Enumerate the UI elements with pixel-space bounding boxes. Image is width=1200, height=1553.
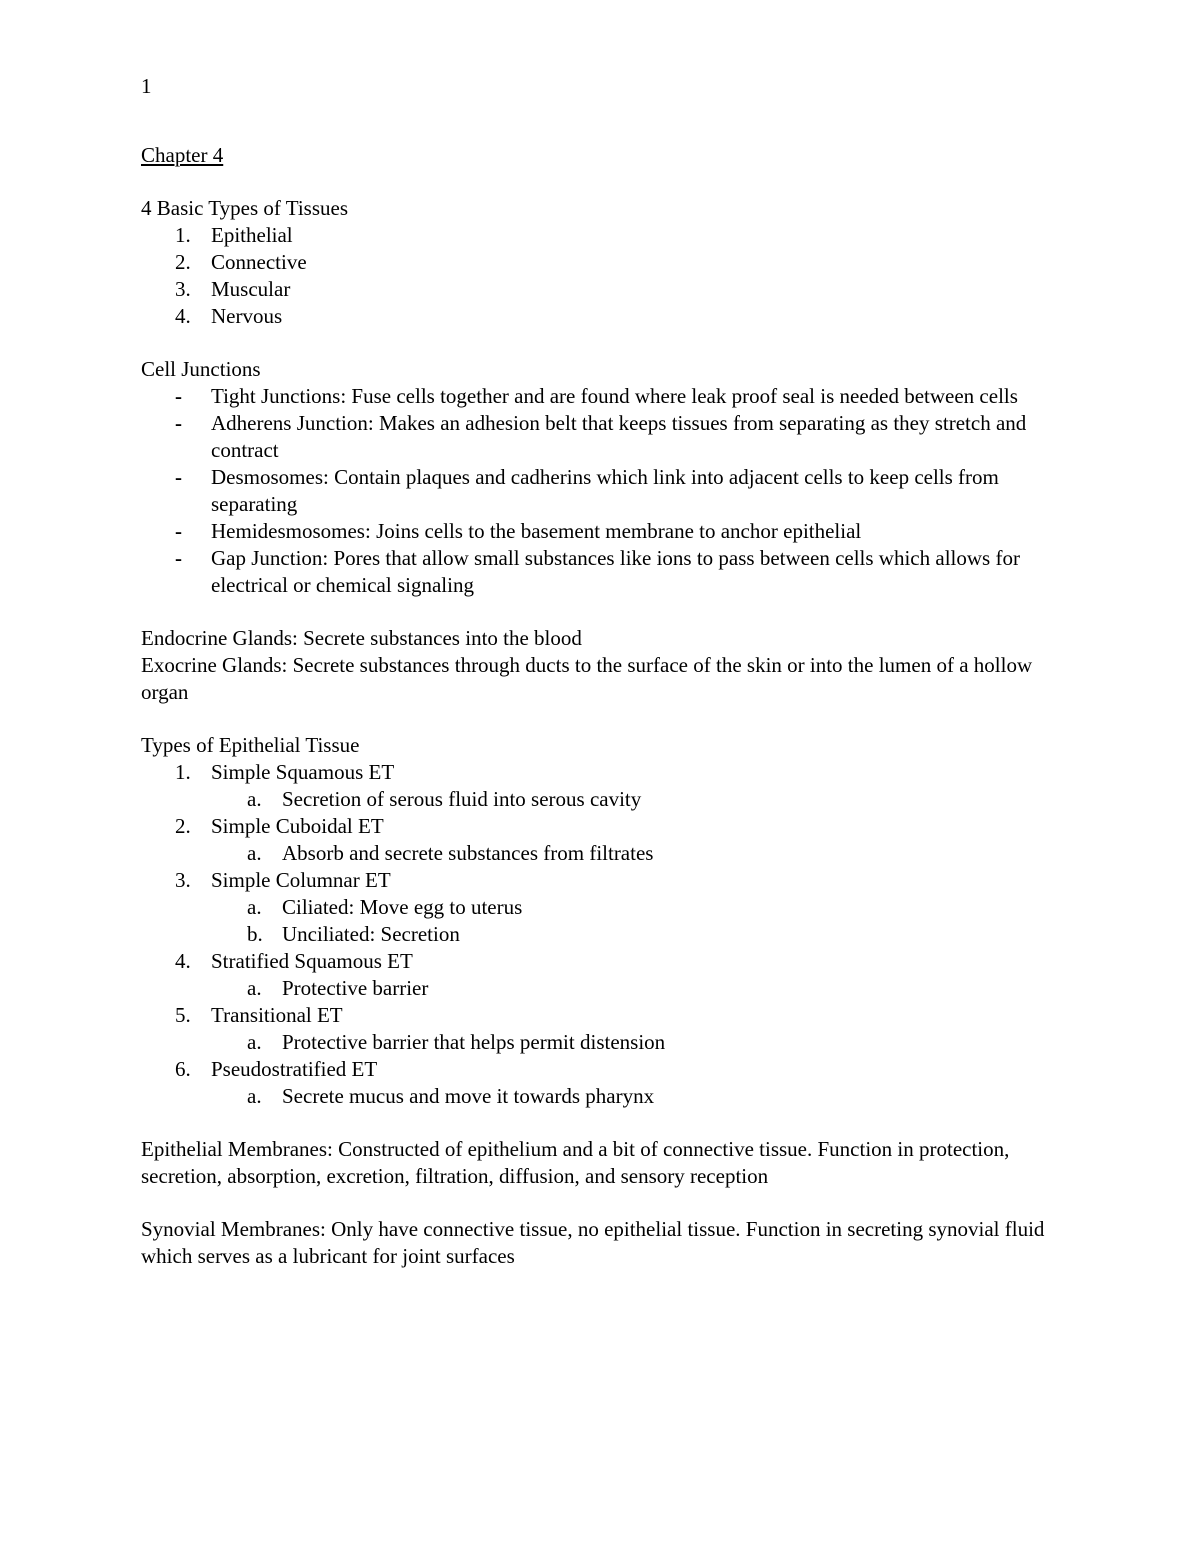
sub-list-letter: b.: [247, 922, 263, 946]
list-number: 2.: [175, 250, 191, 274]
sub-list-item: [141, 1029, 1071, 1056]
list-number: 1.: [175, 223, 191, 247]
cell-junctions-section: [141, 356, 1071, 599]
page-number: 1: [141, 74, 152, 98]
list-item-text: Hemidesmosomes: Joins cells to the basement membrane to anchor epithelial: [211, 519, 862, 543]
list-number: 4.: [175, 949, 191, 973]
list-item-text: Pseudostratified ET: [211, 1057, 378, 1081]
dash-bullet: -: [175, 384, 182, 408]
list-number: 2.: [175, 814, 191, 838]
sub-list-letter: a.: [247, 841, 262, 865]
list-item: [141, 518, 1071, 545]
list-item-text: Simple Cuboidal ET: [211, 814, 384, 838]
list-item: [141, 867, 1071, 894]
sub-list-item: [141, 921, 1071, 948]
spacer: [141, 1110, 1071, 1136]
sub-list-item: [141, 1083, 1071, 1110]
spacer: [141, 330, 1071, 356]
list-item-text: Desmosomes: Contain plaques and cadherins which link into adjacent cells to keep cells from separating: [211, 465, 999, 516]
sub-list-item: [141, 894, 1071, 921]
list-item-text: Simple Squamous ET: [211, 760, 395, 784]
endocrine-glands-text: Endocrine Glands: Secrete substances into the blood: [141, 626, 582, 650]
sub-list-item-text: Absorb and secrete substances from filtrates: [282, 841, 654, 865]
list-item: [141, 1056, 1071, 1083]
sub-list-item-text: Protective barrier: [282, 976, 429, 1000]
list-item-text: Transitional ET: [211, 1003, 343, 1027]
list-item: [141, 222, 1071, 249]
list-item: [141, 948, 1071, 975]
list-item-text: Tight Junctions: Fuse cells together and are found where leak proof seal is needed between cells: [211, 384, 1018, 408]
sub-list-item-text: Unciliated: Secretion: [282, 922, 460, 946]
dash-bullet: -: [175, 519, 182, 543]
basic-types-section: [141, 195, 1071, 330]
list-item-text: Simple Columnar ET: [211, 868, 391, 892]
spacer: [141, 169, 1071, 195]
sub-list-item-text: Ciliated: Move egg to uterus: [282, 895, 523, 919]
sub-list-letter: a.: [247, 1084, 262, 1108]
sub-list-letter: a.: [247, 976, 262, 1000]
sub-list-item: [141, 975, 1071, 1002]
cell-junctions-heading: Cell Junctions: [141, 357, 261, 381]
sub-list-item-text: Secretion of serous fluid into serous cavity: [282, 787, 642, 811]
epithelial-types-heading: Types of Epithelial Tissue: [141, 733, 360, 757]
list-item: [141, 813, 1071, 840]
list-item: [141, 464, 1071, 518]
list-number: 1.: [175, 760, 191, 784]
basic-types-heading: 4 Basic Types of Tissues: [141, 196, 349, 220]
dash-bullet: -: [175, 465, 182, 489]
sub-list-item-text: Protective barrier that helps permit distension: [282, 1030, 666, 1054]
list-item-text: Gap Junction: Pores that allow small substances like ions to pass between cells which allows for electrical or chemical signaling: [211, 546, 1020, 597]
dash-bullet: -: [175, 546, 182, 570]
epithelial-types-section: [141, 732, 1071, 1110]
list-number: 5.: [175, 1003, 191, 1027]
list-item-text: Connective: [211, 250, 307, 274]
sub-list-letter: a.: [247, 787, 262, 811]
list-number: 4.: [175, 304, 191, 328]
sub-list-item: [141, 840, 1071, 867]
exocrine-glands-text: Exocrine Glands: Secrete substances through ducts to the surface of the skin or into the lumen of a hollow organ: [141, 653, 1033, 704]
spacer: [141, 1190, 1071, 1216]
list-item-text: Adherens Junction: Makes an adhesion belt that keeps tissues from separating as they stretch and contract: [211, 411, 1027, 462]
list-item: [141, 759, 1071, 786]
chapter-title: Chapter 4: [141, 143, 224, 167]
sub-list-letter: a.: [247, 1030, 262, 1054]
list-item-text: Muscular: [211, 277, 291, 301]
list-number: 6.: [175, 1057, 191, 1081]
glands-section: [141, 625, 1071, 706]
synovial-membranes-text: Synovial Membranes: Only have connective tissue, no epithelial tissue. Function in secreting synovial fluid which serves as a lubricant for joint surfaces: [141, 1217, 1045, 1268]
list-item: [141, 545, 1071, 599]
list-item: [141, 410, 1071, 464]
list-item: [141, 1002, 1071, 1029]
list-number: 3.: [175, 868, 191, 892]
spacer: [141, 706, 1071, 732]
list-number: 3.: [175, 277, 191, 301]
list-item: [141, 303, 1071, 330]
list-item: [141, 276, 1071, 303]
document-page: [141, 73, 1071, 1270]
list-item-text: Epithelial: [211, 223, 293, 247]
sub-list-item-text: Secrete mucus and move it towards pharynx: [282, 1084, 655, 1108]
list-item: [141, 383, 1071, 410]
dash-bullet: -: [175, 411, 182, 435]
spacer: [141, 599, 1071, 625]
sub-list-item: [141, 786, 1071, 813]
epithelial-membranes-text: Epithelial Membranes: Constructed of epithelium and a bit of connective tissue. Function in protection, secretion, absorption, excretion, filtration, diffusion, and sensory reception: [141, 1137, 1010, 1188]
list-item-text: Stratified Squamous ET: [211, 949, 413, 973]
list-item-text: Nervous: [211, 304, 283, 328]
sub-list-letter: a.: [247, 895, 262, 919]
list-item: [141, 249, 1071, 276]
